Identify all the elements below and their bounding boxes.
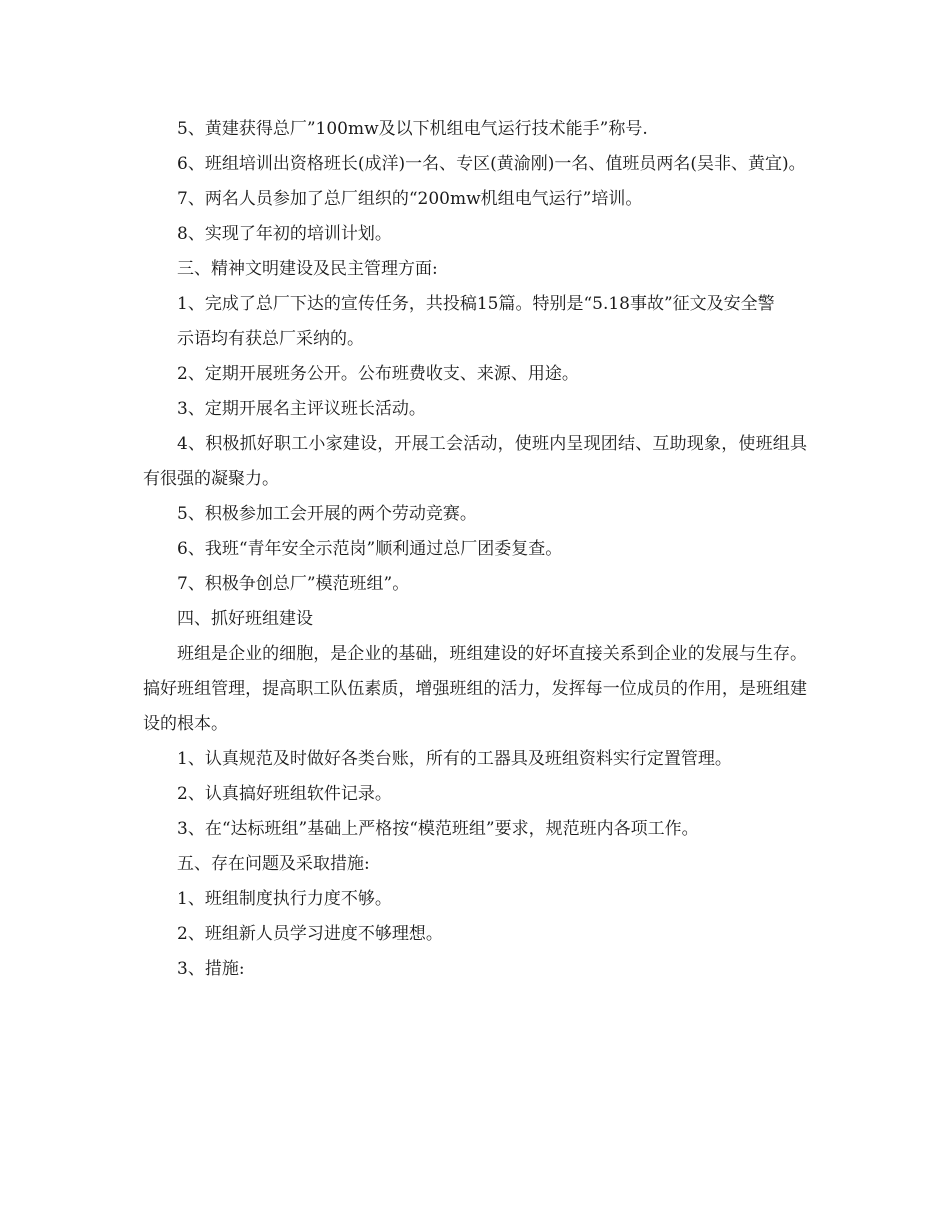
paragraph-ledger-management: 1、认真规范及时做好各类台账，所有的工器具及班组资料实行定置管理。 xyxy=(177,749,732,769)
paragraph-team-building-intro: 班组是企业的细胞，是企业的基础，班组建设的好坏直接关系到企业的发展与生存。搞好班组管理，提高职工队伍素质，增强班组的活力，发挥每一位成员的作用，是班组建设的根本。 xyxy=(143,644,807,734)
paragraph-staff-home: 4、积极抓好职工小家建设，开展工会活动，使班内呈现团结、互助现象，使班组具有很强的凝聚力。 xyxy=(143,434,807,489)
section-heading-3: 三、精神文明建设及民主管理方面: xyxy=(177,259,438,279)
paragraph-problem-1: 1、班组制度执行力度不够。 xyxy=(177,889,392,909)
section-heading-5: 五、存在问题及采取措施: xyxy=(177,854,370,874)
paragraph-problem-2: 2、班组新人员学习进度不够理想。 xyxy=(177,924,443,944)
paragraph-award-huangjian: 5、黄建获得总厂”100mw及以下机组电气运行技术能手”称号. xyxy=(177,119,648,139)
paragraph-standard-team: 3、在“达标班组”基础上严格按“模范班组”要求，规范班内各项工作。 xyxy=(177,819,699,839)
paragraph-training-qualified: 6、班组培训出资格班长(成洋)一名、专区(黄渝刚)一名、值班员两名(吴非、黄宜)。 xyxy=(177,154,806,174)
paragraph-youth-safety: 6、我班“青年安全示范岗”顺利通过总厂团委复查。 xyxy=(177,539,563,559)
paragraph-training-200mw: 7、两名人员参加了总厂组织的“200mw机组电气运行”培训。 xyxy=(177,189,643,209)
paragraph-team-affairs-open: 2、定期开展班务公开。公布班费收支、来源、用途。 xyxy=(177,364,579,384)
paragraph-publicity-tasks: 1、完成了总厂下达的宣传任务，共投稿15篇。特别是“5.18事故”征文及安全警 xyxy=(177,294,775,314)
paragraph-training-plan: 8、实现了年初的培训计划。 xyxy=(177,224,392,244)
paragraph-software-records: 2、认真搞好班组软件记录。 xyxy=(177,784,392,804)
paragraph-measures: 3、措施: xyxy=(177,959,245,979)
section-heading-4: 四、抓好班组建设 xyxy=(177,609,313,629)
paragraph-model-team: 7、积极争创总厂”模范班组”。 xyxy=(177,574,410,594)
paragraph-evaluation: 3、定期开展名主评议班长活动。 xyxy=(177,399,426,419)
paragraph-labor-competition: 5、积极参加工会开展的两个劳动竞赛。 xyxy=(177,504,477,524)
document-body xyxy=(143,112,807,987)
paragraph-publicity-continued: 示语均有获总厂采纳的。 xyxy=(177,329,364,349)
